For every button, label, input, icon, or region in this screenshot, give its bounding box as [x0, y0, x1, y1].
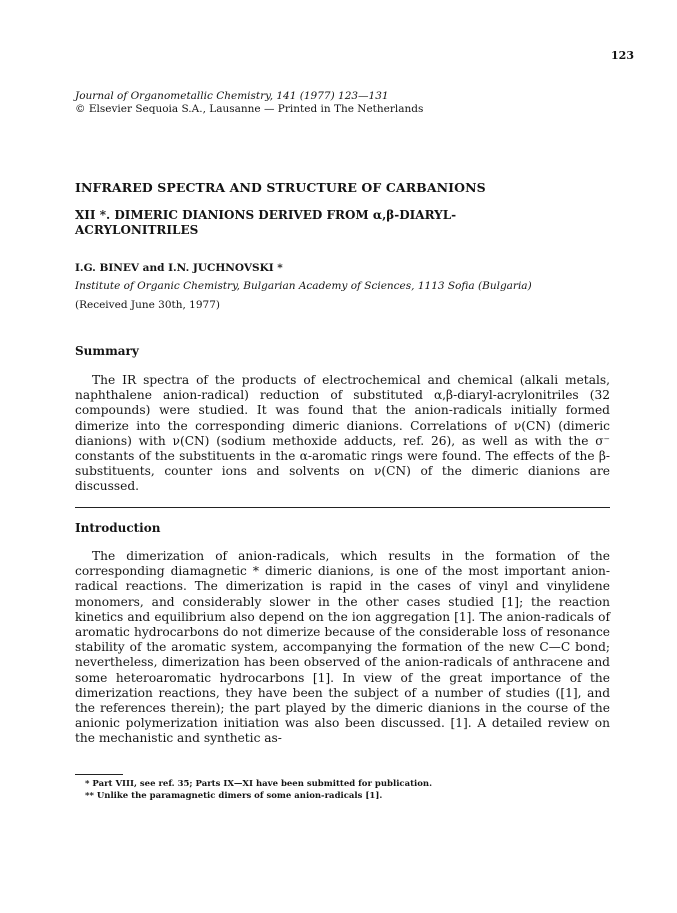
introduction-heading: Introduction	[75, 521, 161, 535]
affiliation: Institute of Organic Chemistry, Bulgarian Academy of Sciences, 1113 Sofia (Bulgaria)	[75, 280, 532, 292]
section-divider	[75, 507, 610, 508]
journal-info	[75, 90, 423, 116]
summary-text: The IR spectra of the products of electrochemical and chemical (alkali metals, naphthalene anion-radical) reduction of substituted α,β-diaryl-acrylonitriles (32 compounds) were studied. It was found that the anion-radicals initially formed dimerize into the corresponding dimeric dianions. Correlations of ν(CN) (dimeric dianions) with ν(CN) (sodium methoxide adducts, ref. 26), as well as with the σ⁻ constants of the substituents in the α-aromatic rings were found. The effects of the β-substituents, counter ions and solvents on ν(CN) of the dimeric dianions are discussed.	[75, 373, 610, 494]
footnotes	[85, 778, 432, 802]
publisher-line: © Elsevier Sequoia S.A., Lausanne — Printed in The Netherlands	[75, 103, 424, 115]
introduction-text: The dimerization of anion-radicals, which results in the formation of the corresponding diamagnetic * dimeric dianions, is one of the most important anion-radical reactions. The dimerization is rapid in the cases of vinyl and vinylidene monomers, and considerably slower in the other cases studied [1]; the reaction kinetics and equilibrium also depend on the ion aggregation [1]. The anion-radicals of aromatic hydrocarbons do not dimerize because of the considerable loss of resonance stability of the aromatic system, accompanying the formation of the new C—C bond; nevertheless, dimerization has been observed of the anion-radicals of anthracene and some heteroaromatic hydrocarbons [1]. In view of the great importance of the dimerization reactions, they have been the subject of a number of studies ([1], and the references therein); the part played by the dimeric dianions in the course of the anionic polymerization initiation was also been discussed. [1]. A detailed review on the mechanistic and synthetic as-	[75, 549, 610, 746]
article-subtitle: XII *. DIMERIC DIANIONS DERIVED FROM α,β-DIARYL-ACRYLONITRILES	[75, 208, 457, 237]
footnote-divider	[75, 774, 123, 775]
article-title: INFRARED SPECTRA AND STRUCTURE OF CARBANIONS	[75, 180, 486, 195]
footnote-1: * Part VIII, see ref. 35; Parts IX—XI have been submitted for publication.	[85, 779, 433, 789]
authors: I.G. BINEV and I.N. JUCHNOVSKI *	[75, 262, 283, 274]
footnote-2: ** Unlike the paramagnetic dimers of some anion-radicals [1].	[85, 791, 383, 801]
page-number: 123	[611, 49, 634, 62]
journal-citation: Journal of Organometallic Chemistry, 141 (1977) 123—131	[75, 90, 389, 102]
received-date: (Received June 30th, 1977)	[75, 299, 220, 311]
summary-heading: Summary	[75, 344, 139, 358]
